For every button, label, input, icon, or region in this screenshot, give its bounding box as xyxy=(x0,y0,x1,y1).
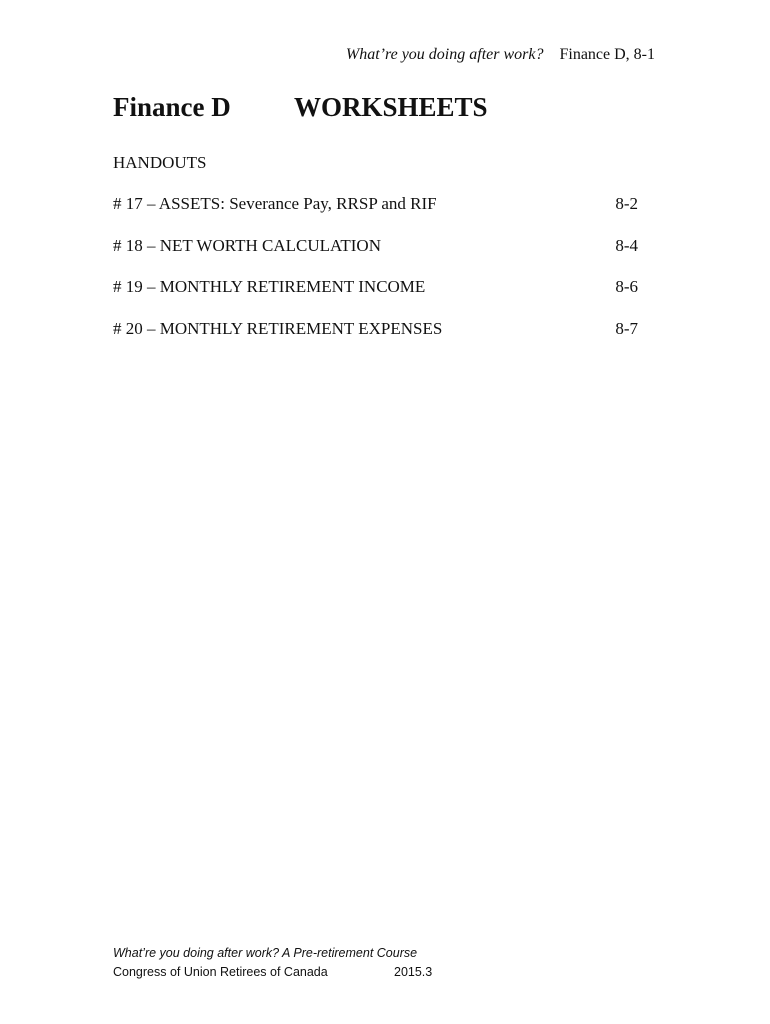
handout-title: # 19 – MONTHLY RETIREMENT INCOME xyxy=(113,277,426,296)
handout-page-number: 8-6 xyxy=(615,277,638,296)
handout-title: # 20 – MONTHLY RETIREMENT EXPENSES xyxy=(113,318,443,338)
handout-item[interactable] xyxy=(113,319,638,361)
handout-page-number: 8-4 xyxy=(615,235,638,255)
handout-title: # 18 – NET WORTH CALCULATION xyxy=(113,235,381,255)
running-header xyxy=(346,46,655,64)
page-title: WORKSHEETS xyxy=(294,92,488,122)
handout-page-number: 8-7 xyxy=(615,318,638,338)
page-footer xyxy=(113,944,513,982)
handout-item[interactable] xyxy=(113,194,638,236)
footer-org-row xyxy=(113,963,513,982)
handout-item[interactable] xyxy=(113,277,638,319)
handouts-heading: HANDOUTS xyxy=(113,153,207,172)
header-spacer xyxy=(547,46,555,63)
footer-course-title: What’re you doing after work? A Pre-retirement Course xyxy=(113,946,418,960)
footer-organization: Congress of Union Retirees of Canada xyxy=(113,965,328,979)
title-row xyxy=(113,92,673,132)
header-page-ref: Finance D, 8-1 xyxy=(559,46,655,63)
handout-page-number: 8-2 xyxy=(615,194,638,213)
handout-title: # 17 – ASSETS: Severance Pay, RRSP and RIF xyxy=(113,194,437,213)
section-label: Finance D xyxy=(113,92,231,122)
header-course-title: What’re you doing after work? xyxy=(345,46,544,63)
footer-edition: 2015.3 xyxy=(394,965,433,979)
handout-item[interactable] xyxy=(113,236,638,278)
handouts-list xyxy=(113,194,638,360)
